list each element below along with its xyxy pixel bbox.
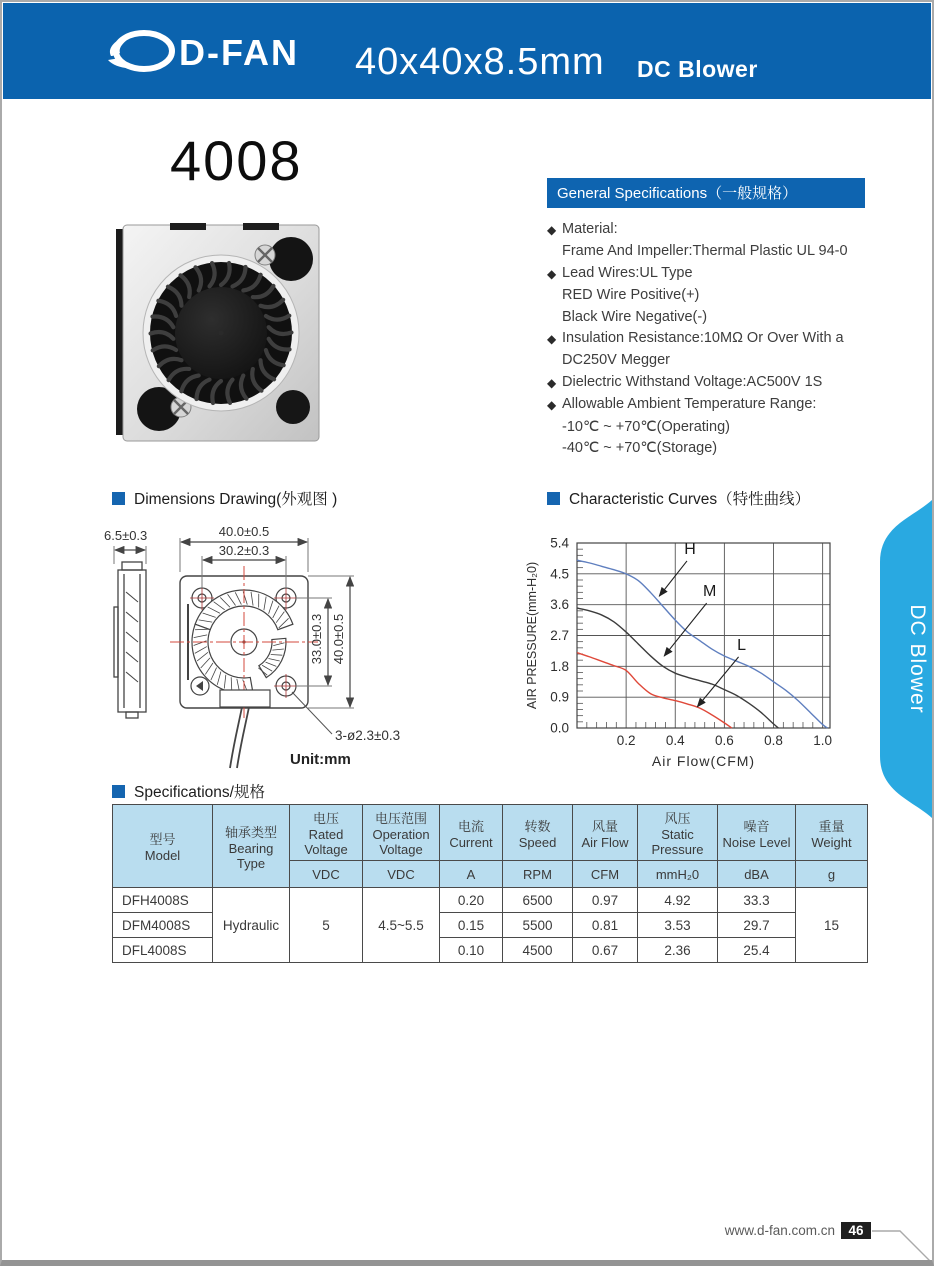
unit-dba: dBA <box>718 861 796 888</box>
spec-line-text: Frame And Impeller:Thermal Plastic UL 94-0 <box>562 243 848 260</box>
col-header-airflow: 风量 Air Flow <box>573 805 638 861</box>
col-header-noise: 噪音 Noise Level <box>718 805 796 861</box>
dim-hole-pitch-h: 30.2±0.3 <box>218 543 270 558</box>
spec-line <box>547 241 865 262</box>
cell-noise: 33.3 <box>718 888 796 913</box>
section-bullet-icon <box>112 785 125 798</box>
fan-corner-pad <box>276 390 310 424</box>
general-specs-list <box>547 219 865 459</box>
spec-line-text: -10℃ ~ +70℃(Operating) <box>562 418 730 435</box>
side-tab-dc-blower <box>874 500 932 818</box>
x-tick-label: 0.8 <box>764 733 783 748</box>
unit-mmh2o: mmH₂0 <box>638 861 718 888</box>
x-tick-label: 0.2 <box>616 733 636 748</box>
spec-line <box>547 438 865 459</box>
cell-airflow: 0.81 <box>573 913 638 938</box>
cell-airflow: 0.97 <box>573 888 638 913</box>
table-row <box>113 888 868 913</box>
side-tab-label: DC Blower <box>906 604 929 714</box>
cell-airflow: 0.67 <box>573 938 638 963</box>
y-tick-label: 4.5 <box>550 566 569 582</box>
spec-line <box>547 394 865 416</box>
dimensions-drawing <box>102 512 472 774</box>
col-header-weight: 重量 Weight <box>796 805 868 861</box>
cell-operation-voltage: 4.5~5.5 <box>363 888 440 963</box>
cell-noise: 25.4 <box>718 938 796 963</box>
dim-unit: Unit:mm <box>290 751 351 768</box>
specifications-title-text: Specifications/规格 <box>134 784 265 801</box>
spec-line <box>547 307 865 328</box>
unit-rpm: RPM <box>503 861 573 888</box>
spec-line <box>547 263 865 285</box>
cell-speed: 6500 <box>503 888 573 913</box>
spec-line <box>547 417 865 438</box>
y-tick-label: 0.0 <box>550 720 569 736</box>
general-specifications-section <box>547 178 865 459</box>
product-type-title: DC Blower <box>637 56 758 82</box>
y-tick-label: 0.9 <box>550 689 569 705</box>
dim-hole-pitch-v: 33.0±0.3 <box>309 613 324 665</box>
col-header-rated-voltage: 电压 Rated Voltage <box>290 805 363 861</box>
cell-noise: 29.7 <box>718 913 796 938</box>
spec-line-text: Allowable Ambient Temperature Range: <box>562 396 817 413</box>
section-bullet-icon <box>112 492 125 505</box>
footer-decorative-lines <box>862 1222 934 1266</box>
cell-speed: 4500 <box>503 938 573 963</box>
curve-L <box>577 653 732 728</box>
lead-wire <box>230 707 242 768</box>
y-axis-title: AIR PRESSURE(mm-H₂0) <box>525 561 539 710</box>
unit-g: g <box>796 861 868 888</box>
product-size-title: 40x40x8.5mm <box>355 41 605 83</box>
col-header-speed: 转数 Speed <box>503 805 573 861</box>
cell-model: DFH4008S <box>113 888 213 913</box>
spec-line-text: Black Wire Negative(-) <box>562 308 708 325</box>
diamond-bullet-icon: ◆ <box>547 266 557 281</box>
spec-line <box>547 219 865 241</box>
dimensions-title-text: Dimensions Drawing(外观图 ) <box>134 491 338 508</box>
col-header-current: 电流 Current <box>440 805 503 861</box>
dim-outer-width: 40.0±0.5 <box>218 524 270 539</box>
unit-vdc: VDC <box>290 861 363 888</box>
diamond-bullet-icon: ◆ <box>547 375 557 390</box>
diamond-bullet-icon: ◆ <box>547 332 557 347</box>
spec-line-text: -40℃ ~ +70℃(Storage) <box>562 440 718 457</box>
brand-name: D-FAN <box>179 32 299 73</box>
fan-corner-pad <box>269 237 313 281</box>
curves-section-title <box>547 487 810 509</box>
y-tick-label: 3.6 <box>550 597 569 613</box>
characteristic-curves-chart <box>522 512 857 774</box>
spec-line-text: Material: <box>562 221 618 237</box>
curves-title-text: Characteristic Curves（特性曲线） <box>569 491 811 508</box>
spec-line-text: DC250V Megger <box>562 352 670 369</box>
unit-cfm: CFM <box>573 861 638 888</box>
model-number: 4008 <box>170 129 303 192</box>
annotation-label-L: L <box>737 636 747 654</box>
header-bar <box>3 3 931 99</box>
cell-current: 0.20 <box>440 888 503 913</box>
cell-pressure: 3.53 <box>638 913 718 938</box>
cell-speed: 5500 <box>503 913 573 938</box>
dim-hole-note: 3-ø2.3±0.3 <box>335 728 401 743</box>
annotation-label-M: M <box>702 583 717 601</box>
cell-rated-voltage: 5 <box>290 888 363 963</box>
specifications-table <box>112 804 868 963</box>
x-tick-label: 0.6 <box>714 733 734 748</box>
col-header-static-pressure: 风压 Static Pressure <box>638 805 718 861</box>
cell-model: DFL4008S <box>113 938 213 963</box>
spec-line <box>547 328 865 350</box>
fan-screw <box>255 245 275 265</box>
dim-outer-height: 40.0±0.5 <box>331 613 346 665</box>
spec-line-text: Dielectric Withstand Voltage:AC500V 1S <box>562 373 823 390</box>
cell-current: 0.15 <box>440 913 503 938</box>
website-link[interactable]: www.d-fan.com.cn <box>724 1223 835 1238</box>
cell-current: 0.10 <box>440 938 503 963</box>
curve-M <box>577 608 778 728</box>
dim-side-width: 6.5±0.3 <box>104 528 148 543</box>
specifications-section-title <box>112 780 265 802</box>
annotation-arrow-H <box>659 561 687 596</box>
diamond-bullet-icon: ◆ <box>547 223 557 237</box>
product-photo <box>115 215 327 451</box>
cell-bearing: Hydraulic <box>213 888 290 963</box>
page-number-badge: 46 <box>841 1222 871 1239</box>
dim-extension-lines <box>114 546 146 564</box>
cell-weight: 15 <box>796 888 868 963</box>
spec-line <box>547 285 865 306</box>
spec-line-text: Lead Wires:UL Type <box>562 264 693 281</box>
cell-pressure: 4.92 <box>638 888 718 913</box>
x-axis-title: Air Flow(CFM) <box>651 753 756 769</box>
dimensions-section-title <box>112 487 337 509</box>
col-header-bearing: 轴承类型 Bearing Type <box>213 805 290 888</box>
general-specs-title: General Specifications（一般规格） <box>547 178 865 208</box>
spec-line <box>547 350 865 371</box>
section-bullet-icon <box>547 492 560 505</box>
side-view <box>114 562 146 718</box>
spec-line-text: Insulation Resistance:10MΩ Or Over With a <box>562 330 844 347</box>
y-tick-label: 5.4 <box>550 535 569 551</box>
spec-line-text: RED Wire Positive(+) <box>562 287 700 304</box>
cell-pressure: 2.36 <box>638 938 718 963</box>
unit-vdc: VDC <box>363 861 440 888</box>
x-tick-label: 1.0 <box>813 733 833 748</box>
spec-line <box>547 372 865 394</box>
y-tick-label: 2.7 <box>550 628 569 643</box>
y-tick-label: 1.8 <box>550 658 569 674</box>
x-tick-label: 0.4 <box>665 733 685 748</box>
annotation-arrow-M <box>664 603 706 656</box>
diamond-bullet-icon: ◆ <box>547 398 557 413</box>
cell-model: DFM4008S <box>113 913 213 938</box>
col-header-operation-voltage: 电压范围 Operation Voltage <box>363 805 440 861</box>
col-header-model: 型号 Model <box>113 805 213 888</box>
annotation-label-H: H <box>684 540 696 558</box>
lead-wire <box>237 707 249 768</box>
unit-a: A <box>440 861 503 888</box>
